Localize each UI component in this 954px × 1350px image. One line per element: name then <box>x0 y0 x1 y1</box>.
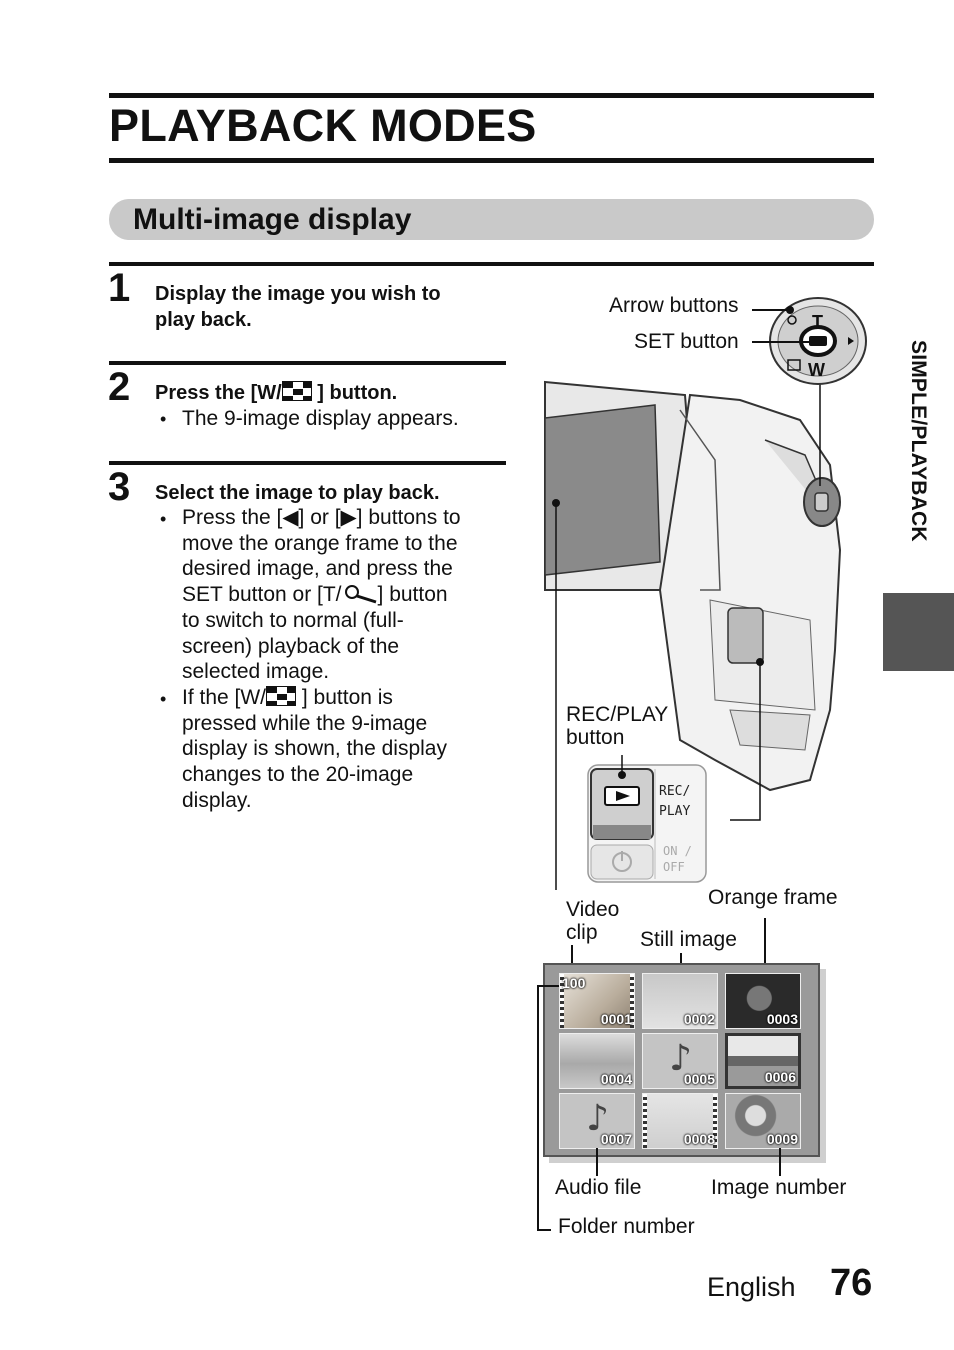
thumbnail-video[interactable] <box>559 973 635 1029</box>
footer-language: English <box>707 1272 796 1302</box>
steps-top-rule <box>109 262 874 266</box>
video-clip-label-line: Video <box>566 898 620 921</box>
rec-key-label: REC/ <box>659 784 691 799</box>
bullet-dot: • <box>160 409 167 429</box>
arrow-buttons-label: Arrow buttons <box>609 294 739 317</box>
image-number-label: Image number <box>711 1176 847 1199</box>
nine-image-grid <box>543 963 820 1157</box>
step-1-heading <box>155 281 505 333</box>
bullet-line: move the orange frame to the <box>182 531 458 555</box>
image-number: 0006 <box>764 1069 796 1085</box>
step-2-heading <box>155 380 505 406</box>
dial-w-label: W <box>808 360 825 380</box>
leader-line <box>596 1148 598 1176</box>
thumbnail-still[interactable] <box>725 1093 801 1149</box>
step-3-heading: Select the image to play back. <box>155 482 440 504</box>
image-number: 0008 <box>683 1131 715 1147</box>
leader-line <box>752 341 818 343</box>
thumbnail-still[interactable] <box>725 973 801 1029</box>
bullet-line-part: ] button is <box>301 686 393 709</box>
image-number: 0007 <box>600 1131 632 1147</box>
page-number: 76 <box>830 1262 873 1304</box>
step-1-number: 1 <box>108 266 131 310</box>
bullet-line: display. <box>182 788 252 812</box>
bullet-line-part: SET button or [T/ <box>182 583 342 607</box>
folder-number: 100 <box>562 975 586 991</box>
image-number: 0004 <box>600 1071 632 1087</box>
power-key-label: ON / <box>663 844 692 858</box>
image-number: 0005 <box>683 1071 715 1087</box>
video-clip-label <box>566 898 619 944</box>
rec-key-label: PLAY <box>659 804 691 819</box>
step-1-heading-line: Display the image you wish to <box>155 283 441 305</box>
image-number: 0002 <box>683 1011 715 1027</box>
leader-line <box>779 1148 781 1176</box>
leader-line <box>537 985 539 1230</box>
rec-play-label <box>566 703 668 749</box>
set-button-label: SET button <box>634 330 739 353</box>
bullet-line: display is shown, the display <box>182 737 447 761</box>
bullet-line-part: ] button <box>377 583 448 607</box>
step-2-rule <box>109 361 506 365</box>
thumbnail-audio[interactable] <box>559 1093 635 1149</box>
step-3-number: 3 <box>108 465 131 509</box>
thumbnail-still[interactable] <box>559 1033 635 1089</box>
bullet-line-part: If the [W/ <box>182 686 267 709</box>
section-title: Multi-image display <box>133 203 412 236</box>
page-title: PLAYBACK MODES <box>109 100 537 151</box>
bullet-line: screen) playback of the <box>182 634 400 658</box>
rec-play-label-line: button <box>566 726 625 749</box>
dial-t-label: T <box>812 312 823 332</box>
step-2-number: 2 <box>108 365 131 409</box>
music-note-icon: ♪ <box>586 1098 609 1139</box>
audio-file-label: Audio file <box>555 1176 642 1199</box>
bullet-line: Press the [◀] or [▶] buttons to <box>182 506 461 529</box>
bullet-dot: • <box>160 509 167 529</box>
title-rule <box>109 158 874 163</box>
bullet-dot: • <box>160 689 167 709</box>
step-1-heading-line: play back. <box>155 309 252 331</box>
music-note-icon: ♪ <box>669 1038 692 1079</box>
bullet-line: changes to the 20-image <box>182 763 414 787</box>
thumbnail-still[interactable] <box>642 973 718 1029</box>
bullet-line: to switch to normal (full- <box>182 608 404 632</box>
still-image-label: Still image <box>640 928 737 951</box>
step-3-rule <box>109 461 506 465</box>
step-2-heading-text: ] button. <box>317 382 398 404</box>
multi-image-icon <box>266 686 296 706</box>
side-tab-label: SIMPLE/PLAYBACK <box>907 340 930 542</box>
step-2-bullet: The 9-image display appears. <box>182 407 459 430</box>
bullet-line <box>182 582 502 608</box>
side-tab-marker <box>883 593 954 671</box>
bullet-line: selected image. <box>182 660 330 684</box>
rec-play-key-detail <box>585 755 710 885</box>
leader-line <box>537 1229 551 1231</box>
image-number: 0009 <box>766 1131 798 1147</box>
bullet-line: pressed while the 9-image <box>182 711 428 735</box>
bullet-line <box>182 685 502 711</box>
thumbnail-audio[interactable] <box>642 1033 718 1089</box>
power-key-label: OFF <box>663 860 685 874</box>
thumbnail-selected[interactable] <box>725 1033 801 1089</box>
orange-frame-label: Orange frame <box>708 886 838 909</box>
leader-line <box>537 985 559 987</box>
zoom-magnifier-icon <box>342 584 378 604</box>
image-number: 0003 <box>766 1011 798 1027</box>
multi-image-icon <box>282 381 312 401</box>
image-number: 0001 <box>600 1011 632 1027</box>
thumbnail-video[interactable] <box>642 1093 718 1149</box>
leader-line <box>752 309 790 311</box>
bullet-line: desired image, and press the <box>182 557 453 581</box>
step-2-heading-text: Press the [W/ <box>155 382 282 404</box>
rec-play-switch <box>728 608 763 663</box>
step-3-bullet-2 <box>182 685 502 814</box>
video-clip-label-line: clip <box>566 921 598 944</box>
rec-play-label-line: REC/PLAY <box>566 703 669 726</box>
top-rule <box>109 93 874 98</box>
step-3-bullet-1 <box>182 505 502 685</box>
folder-number-label: Folder number <box>558 1215 695 1238</box>
